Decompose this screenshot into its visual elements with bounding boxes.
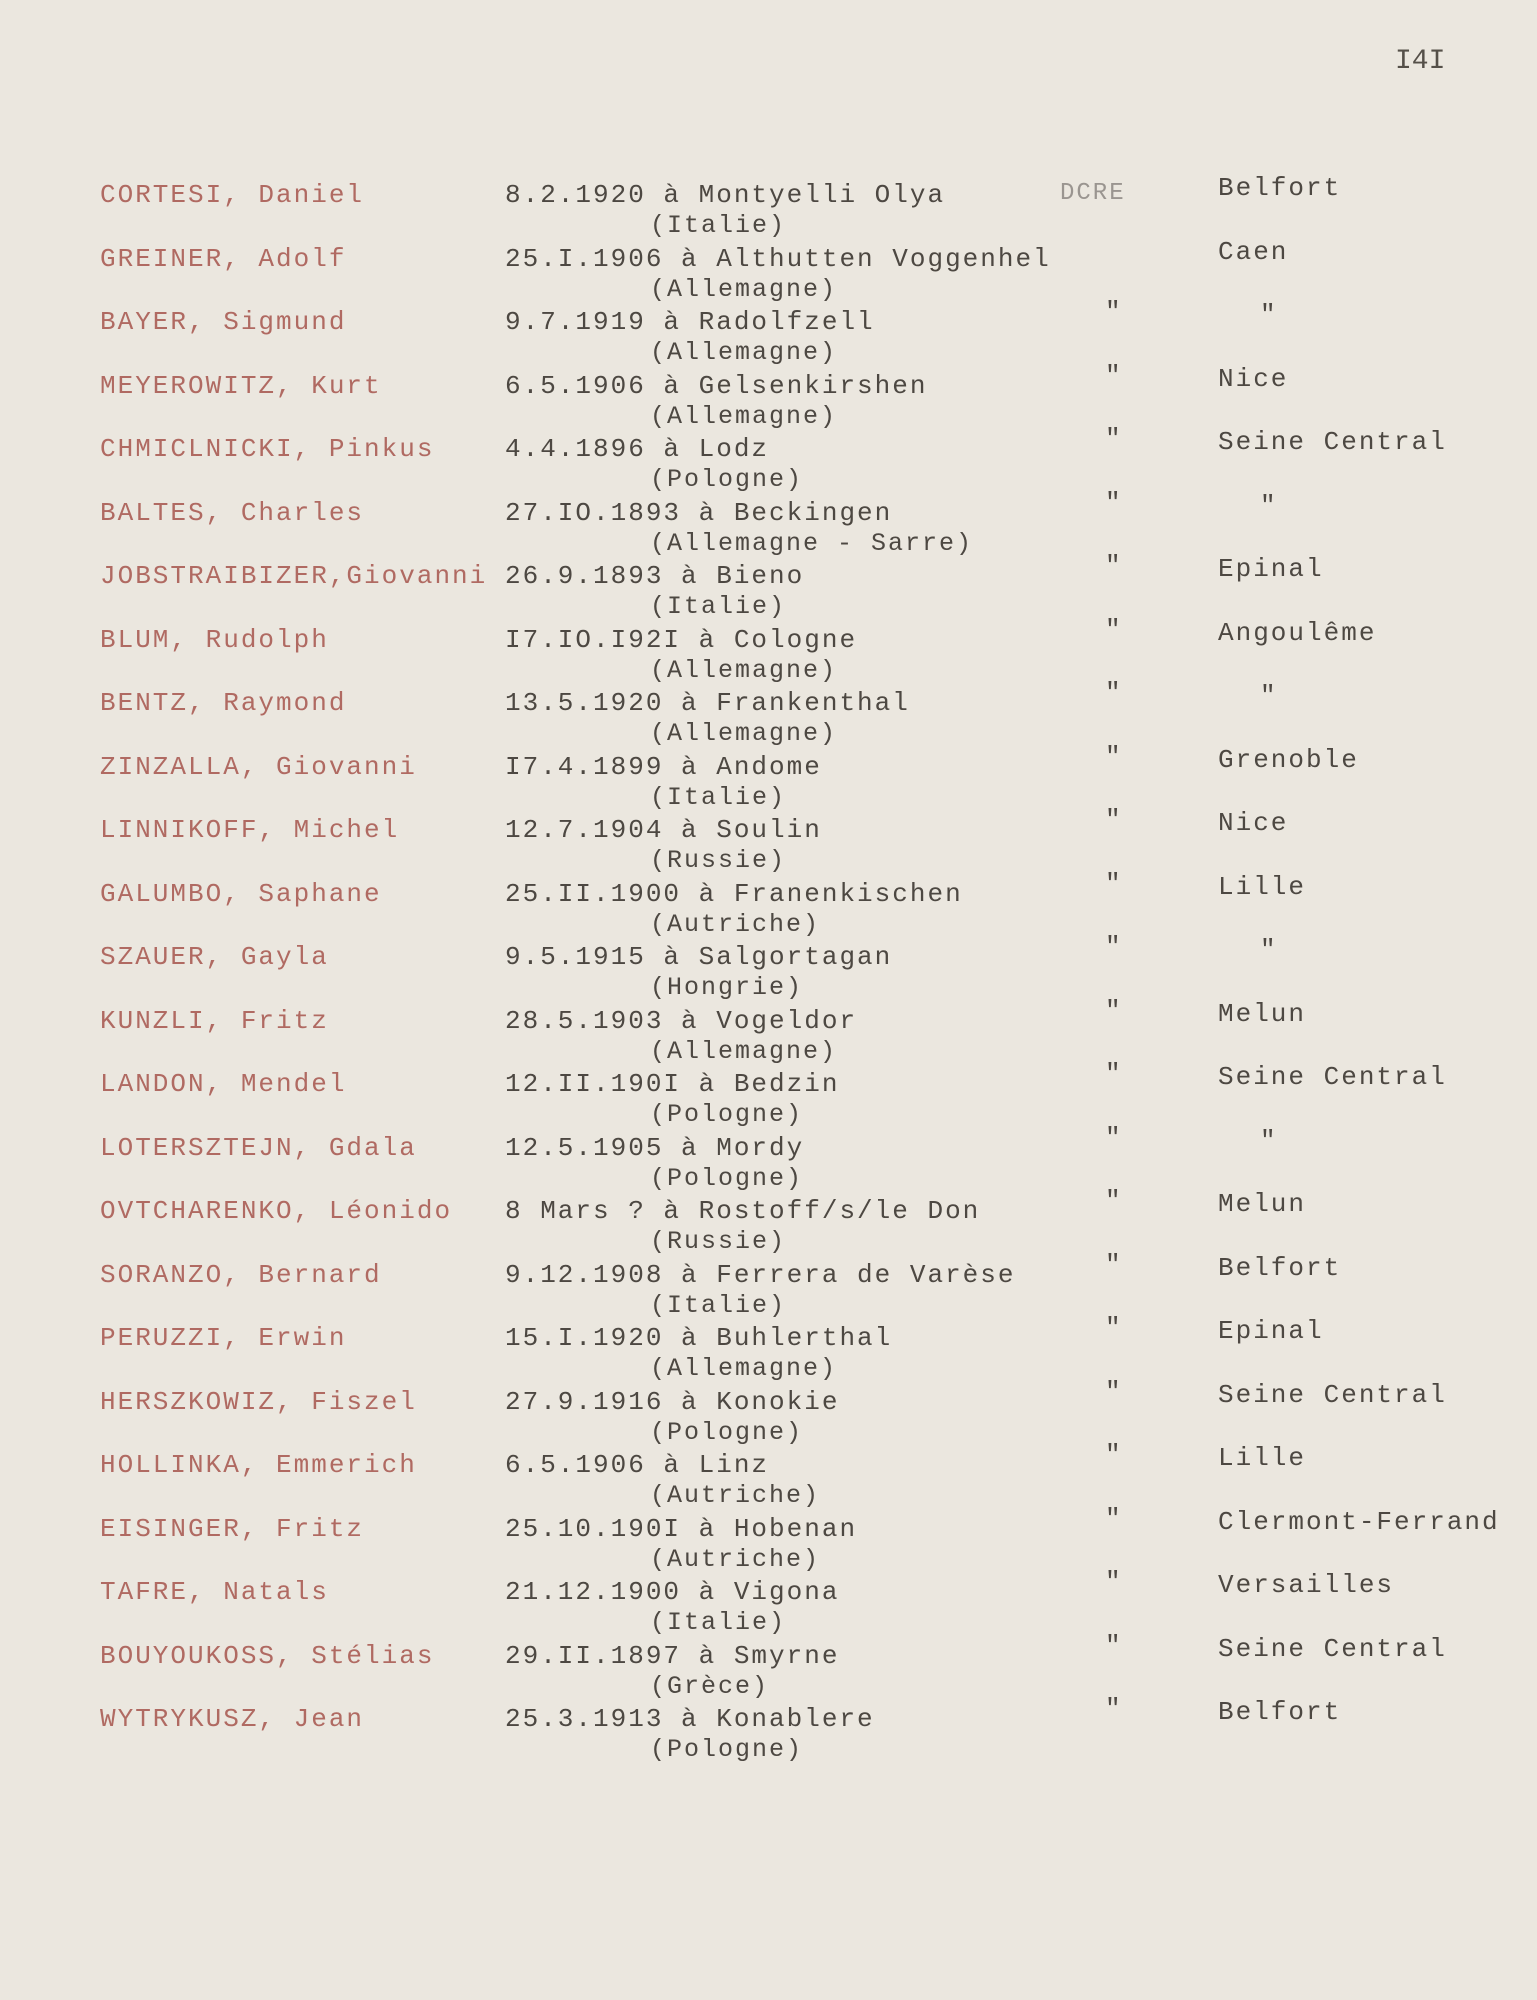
entry-birth: 12.II.190I à Bedzin [505, 1069, 840, 1099]
entry-birth: 8 Mars ? à Rostoff/s/le Don [505, 1196, 981, 1226]
entry-department: Belfort [1218, 173, 1342, 203]
entry-country: (Allemagne - Sarre) [650, 529, 974, 558]
entry-birth: 6.5.1906 à Gelsenkirshen [505, 371, 928, 401]
entry-name: CHMICLNICKI, Pinkus [100, 434, 435, 464]
entry-department: Versailles [1218, 1570, 1395, 1600]
entry-name: GALUMBO, Saphane [100, 879, 382, 909]
entry-birth: 15.I.1920 à Buhlerthal [505, 1323, 893, 1353]
entry-birth: 4.4.1896 à Lodz [505, 434, 770, 464]
entry-ditto-mark: " [1105, 742, 1123, 772]
entry-country: (Hongrie) [650, 973, 804, 1002]
entry-name: BAYER, Sigmund [100, 307, 347, 337]
entry-department: Grenoble [1218, 745, 1359, 775]
entry-country: (Pologne) [650, 1418, 804, 1447]
entry-ditto-mark: " [1105, 1377, 1123, 1407]
entry-ditto-mark: " [1105, 424, 1123, 454]
entry-department: Belfort [1218, 1697, 1342, 1727]
entry-ditto-mark: " [1105, 1059, 1123, 1089]
entry-department-ditto: " [1260, 1126, 1278, 1156]
entry-name: OVTCHARENKO, Léonido [100, 1196, 453, 1226]
entry-country: (Allemagne) [650, 402, 838, 431]
entry-birth: 12.5.1905 à Mordy [505, 1133, 805, 1163]
entry-department: Seine Central [1218, 1380, 1447, 1410]
entry-birth: 27.9.1916 à Konokie [505, 1387, 840, 1417]
entry-country: (Grèce) [650, 1672, 770, 1701]
entry-ditto-mark: " [1105, 678, 1123, 708]
entry-birth: 25.3.1913 à Konablere [505, 1704, 875, 1734]
entry-ditto-mark: " [1105, 869, 1123, 899]
entry-department: Epinal [1218, 1316, 1324, 1346]
entry-country: (Italie) [650, 1608, 787, 1637]
entry-country: (Russie) [650, 846, 787, 875]
entry-name: LINNIKOFF, Michel [100, 815, 400, 845]
entry-ditto-mark: " [1105, 805, 1123, 835]
entry-name: LANDON, Mendel [100, 1069, 347, 1099]
entry-ditto-mark: " [1105, 1504, 1123, 1534]
entry-country: (Italie) [650, 783, 787, 812]
entry-name: PERUZZI, Erwin [100, 1323, 347, 1353]
entry-birth: 12.7.1904 à Soulin [505, 815, 822, 845]
entry-name: JOBSTRAIBIZER,Giovanni [100, 561, 488, 591]
entry-birth: I7.4.1899 à Andome [505, 752, 822, 782]
entry-ditto-mark: " [1105, 1631, 1123, 1661]
entry-ditto-mark: " [1105, 1694, 1123, 1724]
entry-department: Lille [1218, 1443, 1307, 1473]
entry-ditto-mark: " [1105, 361, 1123, 391]
entry-country: (Italie) [650, 211, 787, 240]
entry-department-ditto: " [1260, 300, 1278, 330]
entry-country: (Autriche) [650, 910, 821, 939]
entry-birth: 28.5.1903 à Vogeldor [505, 1006, 858, 1036]
entry-department: Clermont-Ferrand [1218, 1507, 1500, 1537]
entry-name: SZAUER, Gayla [100, 942, 329, 972]
entry-birth: 6.5.1906 à Linz [505, 1450, 770, 1480]
entry-country: (Allemagne) [650, 275, 838, 304]
entry-country: (Allemagne) [650, 656, 838, 685]
entry-name: BOUYOUKOSS, Stélias [100, 1641, 435, 1671]
entry-country: (Pologne) [650, 1735, 804, 1764]
entry-department: Belfort [1218, 1253, 1342, 1283]
entry-birth: 29.II.1897 à Smyrne [505, 1641, 840, 1671]
entry-name: ZINZALLA, Giovanni [100, 752, 417, 782]
entry-birth: 27.IO.1893 à Beckingen [505, 498, 893, 528]
entry-name: SORANZO, Bernard [100, 1260, 382, 1290]
entry-name: EISINGER, Fritz [100, 1514, 365, 1544]
entry-country: (Allemagne) [650, 1354, 838, 1383]
entry-country: (Autriche) [650, 1545, 821, 1574]
entry-country: (Allemagne) [650, 719, 838, 748]
entry-name: WYTRYKUSZ, Jean [100, 1704, 365, 1734]
entry-department: Nice [1218, 364, 1289, 394]
entry-ditto-mark: " [1105, 488, 1123, 518]
entry-country: (Allemagne) [650, 338, 838, 367]
entry-ditto-mark: " [1105, 1567, 1123, 1597]
entry-ditto-mark: " [1105, 1313, 1123, 1343]
entry-birth: 9.7.1919 à Radolfzell [505, 307, 875, 337]
entry-department-ditto: " [1260, 935, 1278, 965]
entry-birth: 8.2.1920 à Montyelli Olya [505, 180, 946, 210]
entry-name: TAFRE, Natals [100, 1577, 329, 1607]
entry-birth: 25.10.190I à Hobenan [505, 1514, 858, 1544]
entry-country: (Pologne) [650, 465, 804, 494]
entry-birth: 25.I.1906 à Althutten Voggenhel [505, 244, 1051, 274]
entry-country: (Italie) [650, 592, 787, 621]
entry-name: BENTZ, Raymond [100, 688, 347, 718]
entry-ditto-mark: " [1105, 1186, 1123, 1216]
entry-ditto-mark: " [1105, 1250, 1123, 1280]
entry-ditto-mark: " [1105, 932, 1123, 962]
entry-name: MEYEROWITZ, Kurt [100, 371, 382, 401]
entry-department: Melun [1218, 999, 1307, 1029]
entry-name: HOLLINKA, Emmerich [100, 1450, 417, 1480]
entry-country: (Italie) [650, 1291, 787, 1320]
entry-ditto-mark: " [1105, 297, 1123, 327]
entry-department: Epinal [1218, 554, 1324, 584]
entry-department: Lille [1218, 872, 1307, 902]
entry-name: GREINER, Adolf [100, 244, 347, 274]
entry-birth: 21.12.1900 à Vigona [505, 1577, 840, 1607]
entry-birth: 9.12.1908 à Ferrera de Varèse [505, 1260, 1016, 1290]
entry-country: (Russie) [650, 1227, 787, 1256]
entry-name: KUNZLI, Fritz [100, 1006, 329, 1036]
entry-ditto-mark: " [1105, 615, 1123, 645]
entry-name: CORTESI, Daniel [100, 180, 365, 210]
page-number: I4I [1395, 46, 1446, 77]
entry-department: Seine Central [1218, 427, 1447, 457]
entry-country: (Allemagne) [650, 1037, 838, 1066]
entry-birth: 13.5.1920 à Frankenthal [505, 688, 910, 718]
entry-department: Angoulême [1218, 618, 1377, 648]
entry-ditto-mark: " [1105, 551, 1123, 581]
entry-name: LOTERSZTEJN, Gdala [100, 1133, 417, 1163]
entry-birth: 25.II.1900 à Franenkischen [505, 879, 963, 909]
entry-department-ditto: " [1260, 491, 1278, 521]
entry-department: Nice [1218, 808, 1289, 838]
entry-country: (Pologne) [650, 1100, 804, 1129]
entry-ditto-mark: " [1105, 1123, 1123, 1153]
entry-birth: 26.9.1893 à Bieno [505, 561, 805, 591]
entry-birth: 9.5.1915 à Salgortagan [505, 942, 893, 972]
entry-department: Seine Central [1218, 1062, 1447, 1092]
entry-birth: I7.IO.I92I à Cologne [505, 625, 858, 655]
entry-mark: DCRE [1060, 180, 1126, 207]
entry-department: Melun [1218, 1189, 1307, 1219]
entry-department-ditto: " [1260, 681, 1278, 711]
entry-name: BALTES, Charles [100, 498, 365, 528]
entry-country: (Autriche) [650, 1481, 821, 1510]
entry-ditto-mark: " [1105, 996, 1123, 1026]
entry-name: HERSZKOWIZ, Fiszel [100, 1387, 417, 1417]
entry-name: BLUM, Rudolph [100, 625, 329, 655]
entry-country: (Pologne) [650, 1164, 804, 1193]
entry-department: Seine Central [1218, 1634, 1447, 1664]
entry-department: Caen [1218, 237, 1289, 267]
entry-ditto-mark: " [1105, 1440, 1123, 1470]
